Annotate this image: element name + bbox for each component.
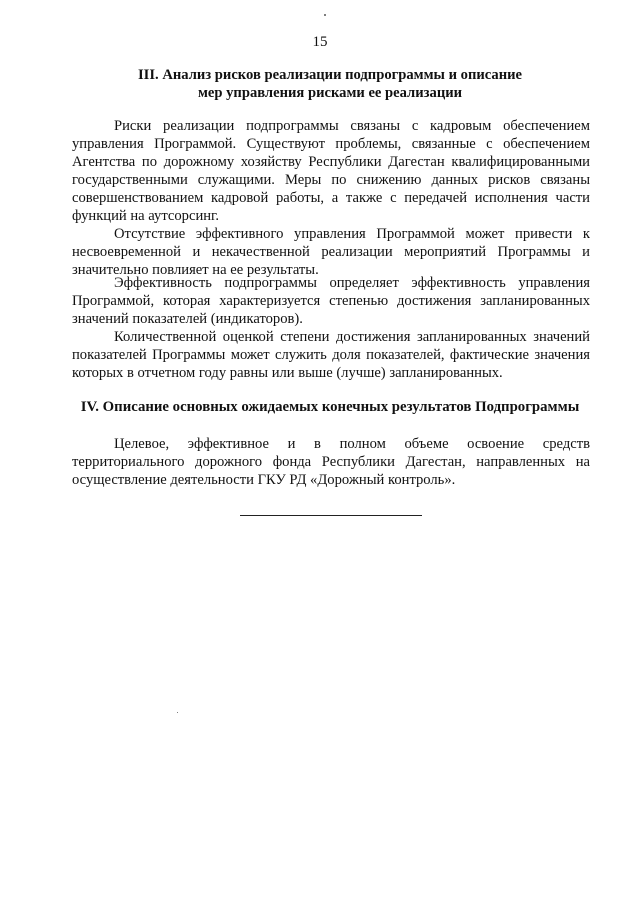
section-3-heading-line-1: III. Анализ рисков реализации подпрограммы и описание [137, 67, 523, 83]
section-3-heading-line-2: мер управления рисками ее реализации [197, 85, 463, 101]
section-4-paragraph: Целевое, эффективное и в полном объеме освоение средств территориального дорожного фонда Республики Дагестан, направленных на осуществление деятельности ГКУ РД «Дорожный контроль». [72, 436, 590, 488]
section-3-paragraph-4: Количественной оценкой степени достижения запланированных значений показателей Программы может служить доля показателей, фактические значения которых в отчетном году равны или выше (лучше) запланированных. [72, 329, 590, 381]
end-separator-line [240, 515, 422, 516]
section-3-paragraph-2: Отсутствие эффективного управления Программой может привести к несвоевременной и некачественной реализации мероприятий Программы и значительно повлияет на ее результаты. [72, 226, 590, 278]
section-3-paragraph-1: Риски реализации подпрограммы связаны с кадровым обеспечением управления Программой. Существуют проблемы, связанные с обеспечением Агентства по дорожному хозяйству Республики Дагестан квалифицированными государственными служащими. Меры по снижению данных рисков связаны совершенствованием кадровой работы, а также с передачей исполнения части функций на аутсорсинг. [72, 118, 590, 224]
scan-speck [177, 712, 178, 713]
section-4-heading: IV. Описание основных ожидаемых конечных результатов Подпрограммы [80, 399, 580, 415]
page-number: 15 [312, 34, 328, 50]
scan-speck [324, 14, 326, 16]
section-3-paragraph-3: Эффективность подпрограммы определяет эффективность управления Программой, которая характеризуется степенью достижения запланированных значений показателей (индикаторов). [72, 275, 590, 327]
section-3-heading [70, 66, 590, 102]
